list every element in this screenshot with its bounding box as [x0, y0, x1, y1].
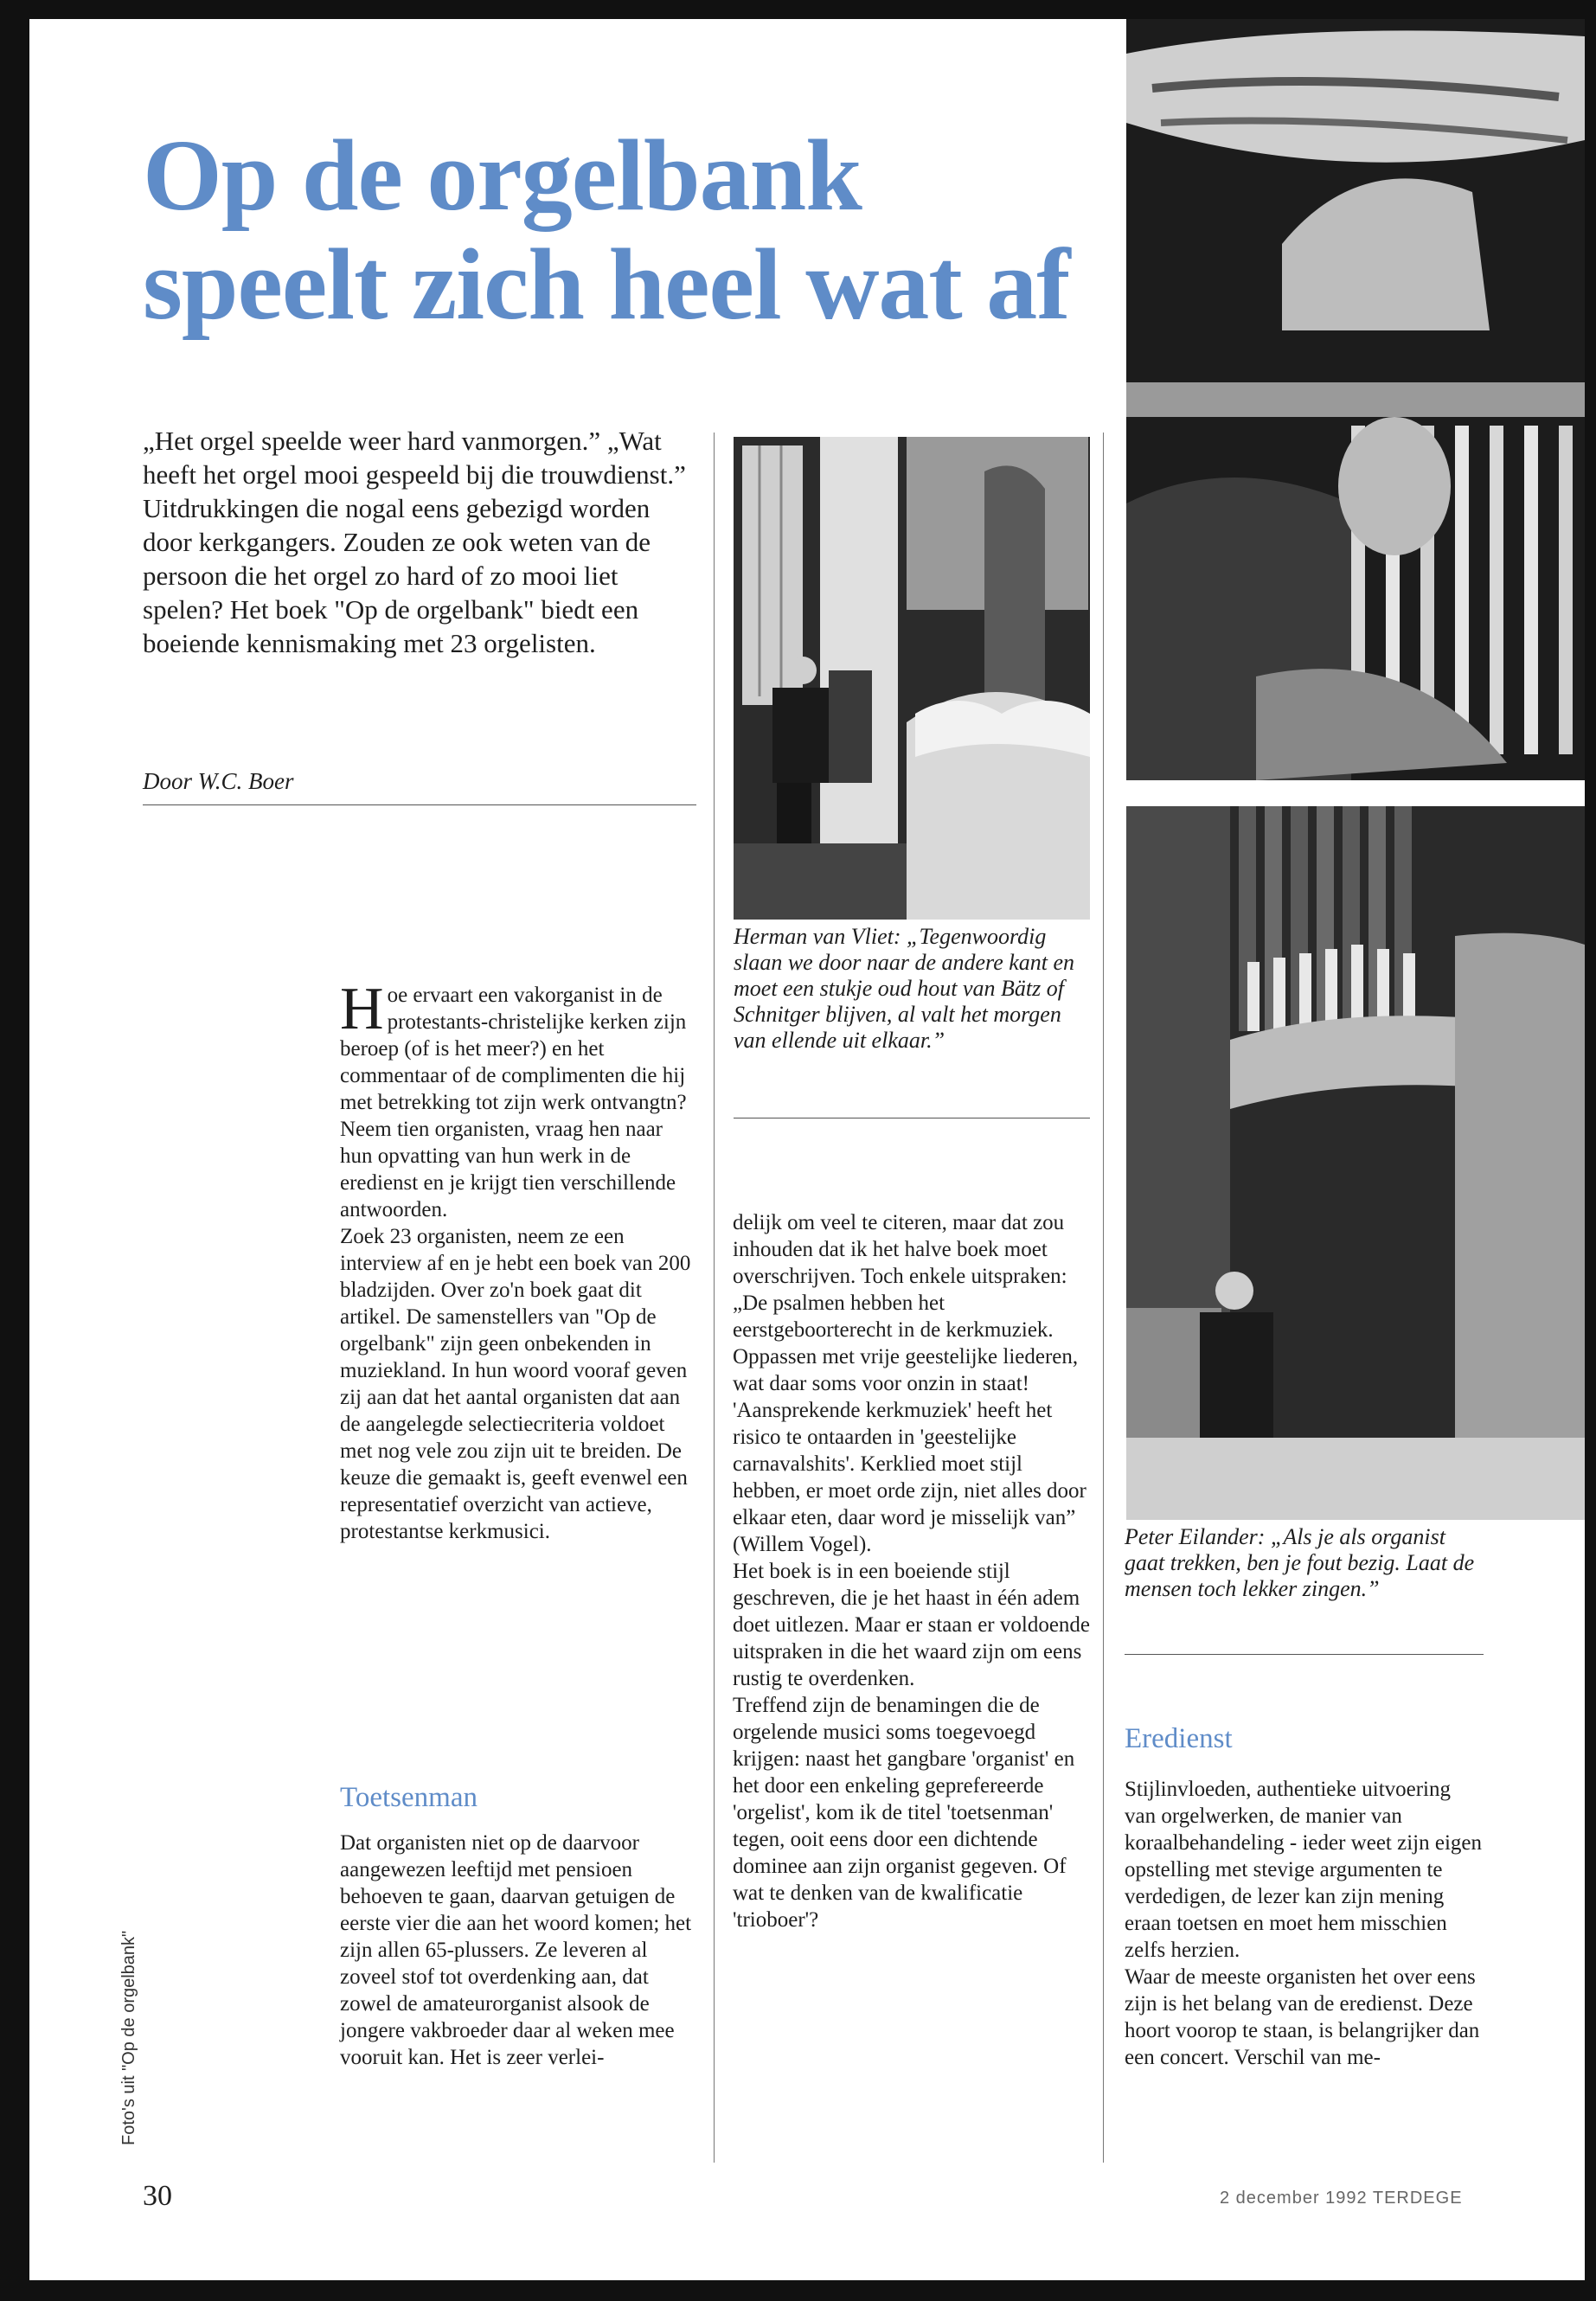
col1-para-3: Dat organisten niet op de daarvoor aangewezen leeftijd met pensioen behoeven te gaan, daarvan getuigen de eerste vier die aan het woord komen; het zijn allen 65-plussers. Ze leveren al zoveel stof tot overdenking aan, dat zowel de amateurorganist alsook de jongere vakbroeder daar al weken mee vooruit kan. Het is zeer verlei- — [340, 1831, 692, 2069]
photo-peter-eilander — [1126, 806, 1585, 1520]
col3-para-1: Stijlinvloeden, authentieke uitvoering van orgelwerken, de manier van koraalbehandeling - ieder weet zijn eigen opstelling met stevige argumenten te verdedigen, de lezer kan zijn mening eraan toetsen en moet hem misschien zelfs herzien. — [1125, 1778, 1483, 1962]
organist-photo-2-graphic — [1126, 19, 1585, 780]
caption-herman-van-vliet: Herman van Vliet: „Tegenwoordig slaan we door naar de andere kant en moet een stukje oud hout van Bätz of Schnitger blijven, al valt het morgen van ellende uit elkaar.” — [734, 924, 1075, 1053]
col3-para-2: Waar de meeste organisten het over eens zijn is het belang van de eredienst. Deze hoort voorop te staan, is belangrijker dan een concert. Verschil van me- — [1125, 1965, 1480, 2069]
page-border-top — [0, 0, 1596, 19]
column-divider-2 — [1103, 433, 1104, 2163]
col1-para-1 — [340, 976, 699, 1223]
issue-info: 2 december 1992 TERDEGE — [1220, 2189, 1463, 2208]
page-border-right — [1585, 0, 1596, 2301]
subhead-eredienst: Eredienst — [1125, 1723, 1233, 1754]
caption2-rule — [1125, 1654, 1484, 1655]
drop-cap: H — [340, 976, 384, 1042]
title-line-2: speelt zich heel wat af — [143, 228, 1070, 341]
byline: Door W.C. Boer — [143, 768, 294, 794]
col2-para-1: delijk om veel te citeren, maar dat zou inhouden dat ik het halve boek moet overschrijven. Toch enkele uitspraken: „De psalmen hebben het eerstgeboorterecht in de kerkmuziek. Oppassen met vrije geestelijke liederen, wat daar soms voor onzin in staat! 'Aansprekende kerkmuziek' heeft het risico te ontaarden in 'geestelijke carnavalshits'. Kerklied moet stijl hebben, er moet orde zijn, niet alles door elkaar eten, daar word je misselijk van” (Willem Vogel). — [733, 1211, 1086, 1556]
article-title — [143, 121, 1146, 339]
photo-credit: Foto's uit "Op de orgelbank" — [119, 1930, 138, 2145]
photo-organist-pipes — [1126, 19, 1585, 780]
organist-photo-1-graphic — [734, 437, 1090, 920]
column-2-body — [733, 1209, 1092, 1933]
col2-para-3: Treffend zijn de benamingen die de orgelende musici soms toegevoegd krijgen: naast het gangbare 'organist' en het door een enkeling geprefereerde 'orgelist', kom ik de titel 'toetsenman' tegen, ooit eens door een dichtende dominee aan zijn organist gegeven. Of wat te denken van de kwalificatie 'trioboer'? — [733, 1694, 1075, 1932]
page-border-left — [0, 0, 29, 2301]
page-number: 30 — [143, 2180, 172, 2212]
organist-photo-3-graphic — [1126, 806, 1585, 1520]
byline-rule — [143, 804, 696, 805]
caption-peter-eilander: Peter Eilander: „Als je als organist gaat trekken, ben je fout bezig. Laat de mensen toch lekker zingen.” — [1125, 1524, 1475, 1601]
subhead-toetsenman: Toetsenman — [340, 1782, 478, 1813]
col1-para-2: Zoek 23 organisten, neem ze een interview af en je hebt een boek van 200 bladzijden. Over zo'n boek gaat dit artikel. De samenstellers van "Op de orgelbank" zijn geen onbekenden in muziekland. In hun woord vooraf geven zij aan dat het aantal organisten dat aan de aangelegde selectiecriteria voldoet met nog vele zou zijn uit te breiden. De keuze die gemaakt is, geeft evenwel een representatief overzicht van actieve, protestantse kerkmusici. — [340, 1225, 691, 1543]
col1-para-1-text: oe ervaart een vakorganist in de protestants-christelijke kerken zijn beroep (of is het meer?) en het commentaar of de complimenten die hij met betrekking tot zijn werk ontvangtn? Neem tien organisten, vraag hen naar hun opvatting van hun werk in de eredienst en je krijgt tien verschillende antwoorden. — [340, 984, 687, 1221]
column-1-body — [340, 976, 699, 1545]
page-border-bottom — [0, 2280, 1596, 2301]
col2-para-2: Het boek is in een boeiende stijl geschreven, die je het haast in één adem doet uitlezen. Maar er staan er voldoende uitspraken in die het waard zijn om eens rustig te overdenken. — [733, 1560, 1091, 1690]
column-1-continued — [340, 1830, 699, 2071]
lead-paragraph: „Het orgel speelde weer hard vanmorgen.” „Wat heeft het orgel mooi gespeeld bij die trouwdienst.” Uitdrukkingen die nogal eens gebezigd worden door kerkgangers. Zouden ze ook weten van de persoon die het orgel zo hard of zo mooi liet spelen? Het boek "Op de orgelbank" biedt een boeiende kennismaking met 23 orgelisten. — [143, 426, 686, 658]
photo-herman-van-vliet — [734, 437, 1090, 920]
column-3-body — [1125, 1776, 1484, 2071]
column-divider-1 — [714, 433, 715, 2163]
title-line-1: Op de orgelbank — [143, 119, 862, 232]
